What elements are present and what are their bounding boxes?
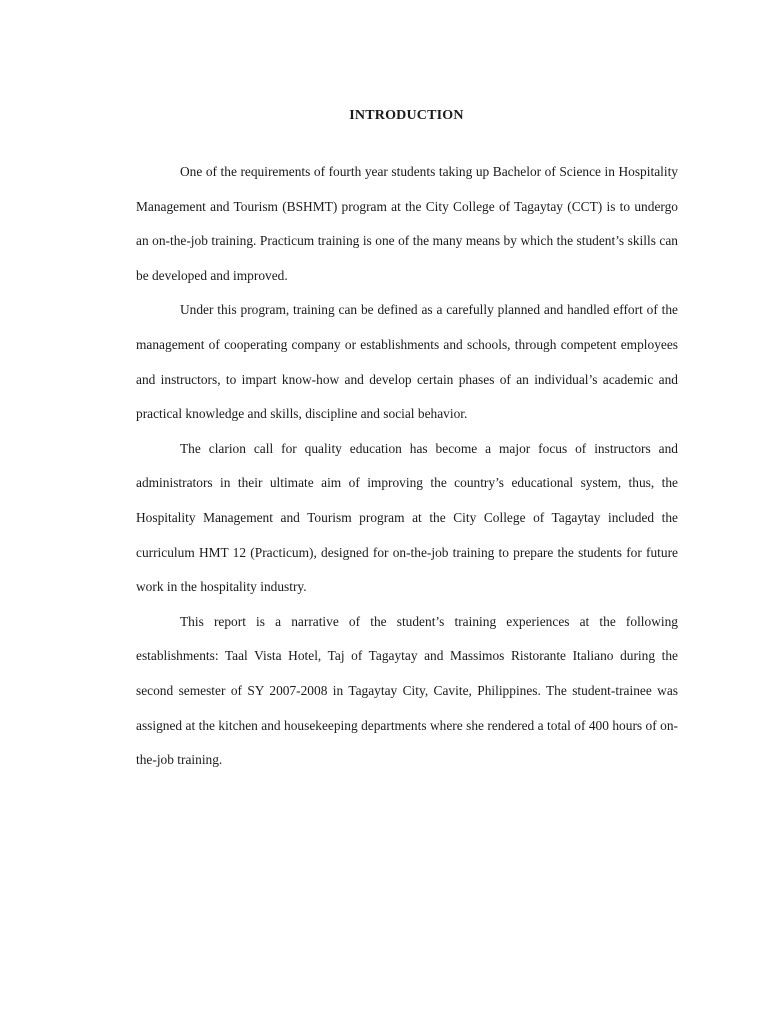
paragraph-report-narrative: This report is a narrative of the student’s training experiences at the following establishments: Taal Vista Hotel, Taj of Tagaytay and Massimos Ristorante Italiano during the second semester of SY 2007-2008 in Tagaytay City, Cavite, Philippines. The student-trainee was assigned at the kitchen and housekeeping departments where she rendered a total of 400 hours of on-the-job training. (136, 613, 678, 768)
document-body (136, 155, 678, 778)
paragraph-quality-education: The clarion call for quality education has become a major focus of instructors and administrators in their ultimate aim of improving the country’s educational system, thus, the Hospitality Management and Tourism program at the City College of Tagaytay included the curriculum HMT 12 (Practicum), designed for on-the-job training to prepare the students for future work in the hospitality industry. (136, 440, 678, 595)
page-title: INTRODUCTION (349, 108, 464, 123)
paragraph-requirements: One of the requirements of fourth year students taking up Bachelor of Science in Hospitality Management and Tourism (BSHMT) program at the City College of Tagaytay (CCT) is to undergo an on-the-job training. Practicum training is one of the many means by which the student’s skills can be developed and improved. (136, 164, 678, 283)
paragraph-training-definition: Under this program, training can be defined as a carefully planned and handled effort of the management of cooperating company or establishments and schools, through competent employees and instructors, to impart know-how and develop certain phases of an individual’s academic and practical knowledge and skills, discipline and social behavior. (136, 302, 678, 422)
